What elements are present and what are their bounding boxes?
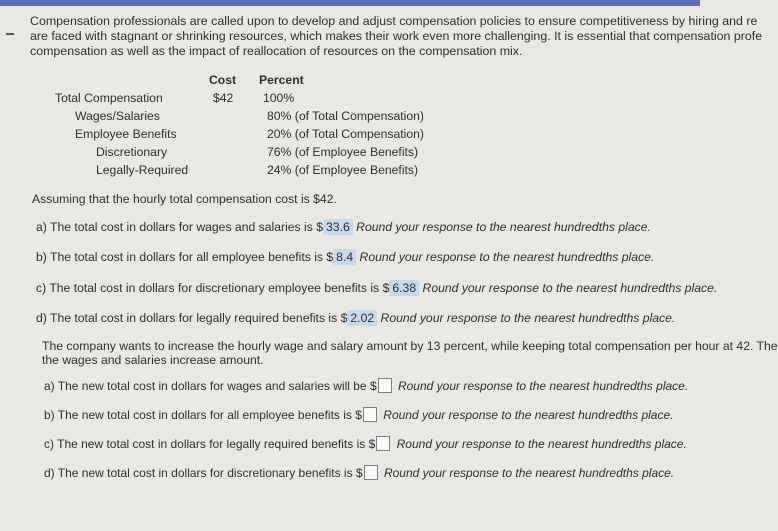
question-text: b) The new total cost in dollars for all employee benefits is $: [44, 408, 362, 422]
rounding-hint: Round your response to the nearest hundredths place.: [380, 311, 676, 325]
answer-field-c[interactable]: 6.38: [389, 280, 419, 296]
intro-paragraph: [30, 14, 763, 59]
question-c: [36, 280, 717, 296]
rounding-hint: Round your response to the nearest hundredths place.: [356, 220, 651, 234]
answer-input-d[interactable]: [364, 465, 378, 480]
answer-input-a[interactable]: [378, 378, 392, 393]
rounding-hint: Round your response to the nearest hundredths place.: [397, 379, 689, 393]
scenario-line: the wages and salaries increase amount.: [42, 353, 264, 367]
answer-input-c[interactable]: [376, 436, 390, 451]
answer-field-b[interactable]: 8.4: [333, 249, 356, 265]
new-question-d: [44, 465, 674, 480]
question-text: c) The new total cost in dollars for legally required benefits is $: [44, 437, 376, 451]
row-percent-discretionary: 76% (of Employee Benefits): [267, 145, 419, 159]
new-question-a: [44, 378, 688, 393]
question-text: b) The total cost in dollars for all employee benefits is $: [36, 250, 334, 264]
row-cost-total-compensation: $42: [213, 91, 234, 105]
rounding-hint: Round your response to the nearest hundredths place.: [383, 408, 674, 422]
question-d: [36, 310, 675, 326]
rounding-hint: Round your response to the nearest hundredths place.: [359, 250, 655, 264]
rounding-hint: Round your response to the nearest hundredths place.: [422, 281, 718, 295]
scenario-line: The company wants to increase the hourly wage and salary amount by 13 percent, while keeping total compensation per hour at 42. The: [42, 339, 778, 353]
question-b: [36, 249, 654, 265]
question-text: c) The total cost in dollars for discretionary employee benefits is $: [36, 281, 390, 295]
question-text: a) The total cost in dollars for wages and salaries is $: [36, 220, 324, 234]
intro-line: compensation as well as the impact of reallocation of resources on the compensation mix.: [30, 44, 523, 58]
row-percent-legally-required: 24% (of Employee Benefits): [267, 163, 419, 177]
row-percent-wages-salaries: 80% (of Total Compensation): [267, 109, 424, 123]
row-percent-employee-benefits: 20% (of Total Compensation): [267, 127, 424, 141]
scenario-paragraph: [42, 339, 778, 367]
intro-line: are faced with stagnant or shrinking resources, which makes their work even more challenging. It is essential that compensation profe: [30, 29, 763, 43]
rounding-hint: Round your response to the nearest hundredths place.: [383, 466, 675, 480]
row-label-discretionary: Discretionary: [96, 145, 168, 159]
row-label-total-compensation: Total Compensation: [55, 91, 163, 105]
row-label-legally-required: Legally-Required: [96, 163, 189, 177]
question-text: d) The total cost in dollars for legally required benefits is $: [36, 311, 348, 325]
row-label-wages-salaries: Wages/Salaries: [75, 109, 160, 123]
new-question-c: [44, 436, 687, 451]
row-percent-total-compensation: 100%: [263, 91, 295, 105]
question-text: d) The new total cost in dollars for discretionary benefits is $: [44, 466, 363, 480]
answer-field-d[interactable]: 2.02: [347, 310, 377, 326]
intro-line: Compensation professionals are called upon to develop and adjust compensation policies to ensure competitiveness by hiring and re: [30, 14, 758, 28]
question-a: [36, 219, 651, 235]
new-question-b: [44, 407, 674, 422]
answer-field-a[interactable]: 33.6: [323, 219, 353, 235]
cost-column-header: Cost: [209, 73, 237, 87]
rounding-hint: Round your response to the nearest hundredths place.: [396, 437, 687, 451]
percent-column-header: Percent: [259, 73, 304, 87]
assumption-text: Assuming that the hourly total compensation cost is $42.: [32, 192, 337, 206]
answer-input-b[interactable]: [363, 407, 377, 422]
question-text: a) The new total cost in dollars for wages and salaries will be $: [44, 379, 377, 393]
row-label-employee-benefits: Employee Benefits: [75, 127, 177, 141]
